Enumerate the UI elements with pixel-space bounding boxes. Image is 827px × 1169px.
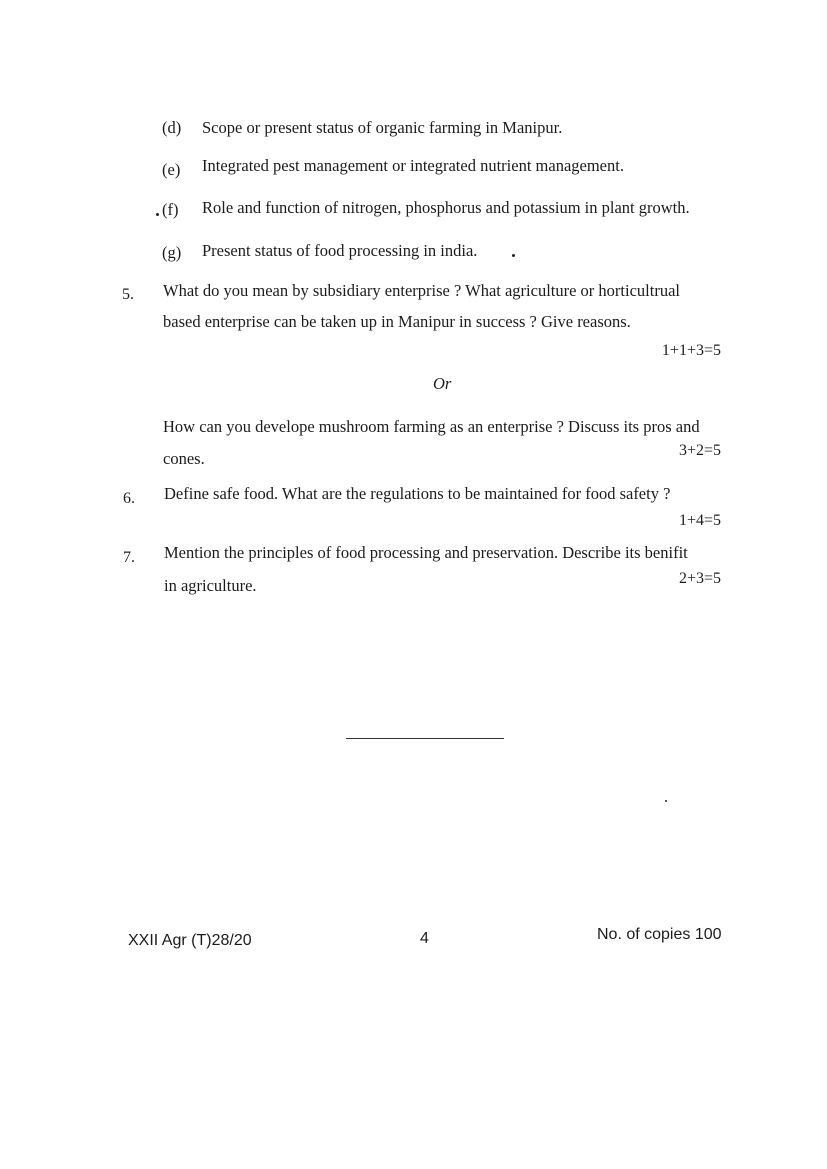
sub-item-f-label: (f) <box>162 200 179 219</box>
stray-dot <box>665 800 667 802</box>
stray-dot <box>512 254 515 257</box>
question-5-line-2: based enterprise can be taken up in Manipur in success ? Give reasons. <box>163 312 631 331</box>
question-5-number: 5. <box>122 286 134 303</box>
question-5-marks: 1+1+3=5 <box>661 342 721 359</box>
end-of-paper-rule <box>346 738 504 739</box>
question-6-marks: 1+4=5 <box>678 512 721 529</box>
question-7-line-2: in agriculture. <box>164 576 257 595</box>
sub-item-f-text: Role and function of nitrogen, phosphorus and potassium in plant growth. <box>202 198 690 217</box>
sub-item-g-text: Present status of food processing in india. <box>202 241 478 260</box>
sub-item-d-text: Scope or present status of organic farming in Manipur. <box>202 118 563 137</box>
question-6-number: 6. <box>123 490 135 507</box>
question-5-alt-line-2: cones. <box>163 449 205 468</box>
footer-page-number: 4 <box>420 930 429 947</box>
footer-paper-code: XXII Agr (T)28/20 <box>128 932 252 949</box>
sub-item-d-label: (d) <box>162 118 182 137</box>
sub-item-e-text: Integrated pest management or integrated nutrient management. <box>202 156 624 175</box>
sub-item-e-label: (e) <box>162 160 181 179</box>
question-5-alt-line-1: How can you develope mushroom farming as an enterprise ? Discuss its pros and <box>163 417 700 436</box>
question-7-line-1: Mention the principles of food processing and preservation. Describe its benifit <box>164 543 688 562</box>
question-7-number: 7. <box>123 549 135 566</box>
stray-dot <box>156 213 159 216</box>
question-5-alt-marks: 3+2=5 <box>678 442 721 459</box>
or-label: Or <box>433 374 452 393</box>
sub-item-g-label: (g) <box>162 243 182 262</box>
question-6-line-1: Define safe food. What are the regulations to be maintained for food safety ? <box>164 484 671 503</box>
question-7-marks: 2+3=5 <box>678 570 721 587</box>
question-5-line-1: What do you mean by subsidiary enterprise ? What agriculture or horticultrual <box>163 281 680 300</box>
footer-copies: No. of copies 100 <box>597 926 722 943</box>
